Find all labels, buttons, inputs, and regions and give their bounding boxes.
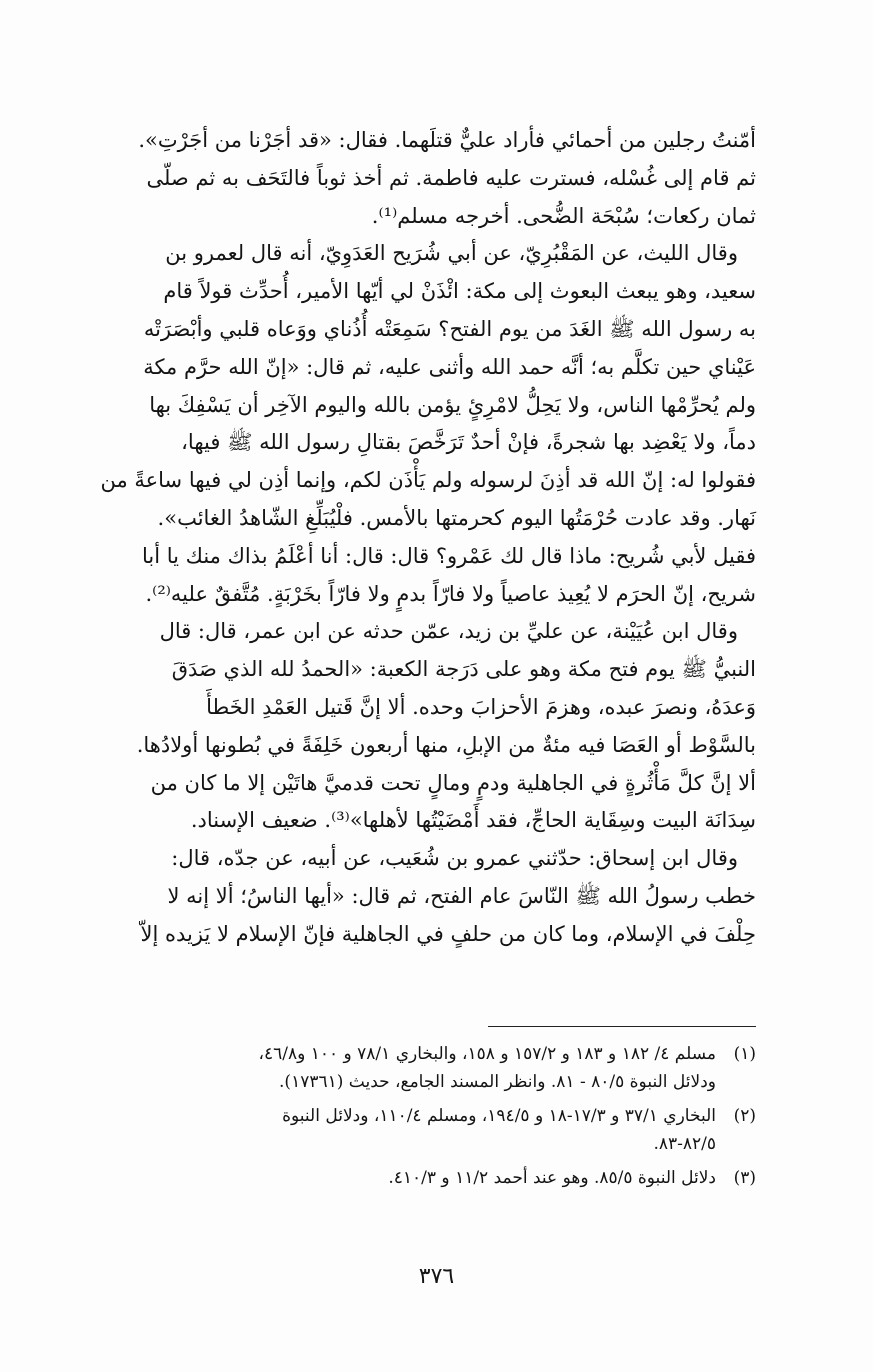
page-number: ٣٧٦: [418, 1264, 455, 1289]
footnote: [40, 1102, 756, 1158]
footnote-text: مسلم ٤/ ١٨٢ و ١٨٣ و ١٥٧/٢ و ١٥٨، والبخاري ٧٨/١ و ١٠٠ و٤٦/٨، ودلائل النبوة ٨٠/٥ - ٨١. وانظر المسند الجامع، حديث (١٧٣٦١).: [258, 1044, 716, 1092]
paragraph: أمّنتُ رجلين من أحمائي فأراد عليٌّ قتلَهما. فقال: «قد أجَرْنا من أجَرْتِ». ثم قام إلى غُسْله، فسترت عليه فاطمة. ثم أخذ ثوباً فالتَحَف به ثم صلّى ثمان ركعات؛ سُبْحَة الضُّحى. أخرجه مسلم⁽¹⁾.: [138, 128, 756, 228]
footnote-number: (٢): [733, 1106, 756, 1126]
footnote-number: (٣): [733, 1168, 756, 1188]
footnote-separator: [488, 1026, 756, 1027]
footnote-text: البخاري ٣٧/١ و ١٧/٣-١٨ و ١٩٤/٥، ومسلم ١١٠/٤، ودلائل النبوة ٨٢/٥-٨٣.: [282, 1106, 716, 1154]
main-text-block: [40, 122, 756, 954]
footnotes: [40, 1040, 756, 1198]
footnote: [40, 1164, 756, 1192]
footnote: [40, 1040, 756, 1096]
paragraph: وقال الليث، عن المَقْبُرِيّ، عن أبي شُرَيح العَدَوِيّ، أنه قال لعمرو بن سعيد، وهو يبعث البعوث إلى مكة: ائْذَنْ لي أيّها الأمير، أُحدِّث قولاً قام به رسول الله ﷺ الغَدَ من يوم الفتح؟ سَمِعَتْه أُذُناي ووَعاه قلبي وأبْصَرَتْه عَيْناي حين تكلَّم به؛ أنَّه حمد الله وأثنى عليه، ثم قال: «إنّ الله حرَّم مكة ولم يُحرِّمْها الناس، ولا يَحِلُّ لامْرِئٍ يؤمن بالله واليوم الآخِر أن يَسْفِكَ بها دماً، ولا يَعْضِد بها شجرةً، فإنْ أحدٌ تَرَخَّصَ بقتالِ رسول الله ﷺ فيها، فقولوا له: إنّ الله قد أذِنَ لرسوله ولم يَأْذَن لكم، وإنما أذِن لي فيها ساعةً من نَهار. وقد عادت حُرْمَتُها اليوم كحرمتها بالأمس. فلْيُبَلِّغِ الشّاهدُ الغائب». فقيل لأبي شُريح: ماذا قال لك عَمْرو؟ قال: قال: أنا أعْلَمُ بذاك منك يا أبا شريح، إنّ الحرَم لا يُعِيذ عاصياً ولا فارّاً بدمٍ ولا فارّاً بخَرْبَةٍ. مُتَّفقٌ عليه⁽²⁾.: [100, 241, 756, 606]
footnote-text: دلائل النبوة ٨٥/٥. وهو عند أحمد ١١/٢ و ٤١٠/٣.: [388, 1168, 716, 1188]
paragraph: وقال ابن عُيَيْنة، عن عليِّ بن زيد، عمّن حدثه عن ابن عمر، قال: قال النبيُّ ﷺ يوم فتح مكة وهو على دَرَجة الكعبة: «الحمدُ لله الذي صَدَقَ وَعدَهُ، ونصرَ عبده، وهزمَ الأحزابَ وحده. ألا إنَّ قَتيل العَمْدِ الخَطأَ بالسَّوْط أو العَصَا فيه مئةٌ من الإبلِ، منها أربعون خَلِفَةً في بُطونها أولادُها. ألا إنَّ كلَّ مَأْثُرةٍ في الجاهلية ودمٍ ومالٍ تحت قدميَّ هاتَيْن إلا ما كان من سِدَانَة البيت وسِقَاية الحاجِّ، فقد أَمْضَيْتُها لأهلها»⁽³⁾. ضعيف الإسناد.: [136, 619, 756, 833]
paragraph: وقال ابن إسحاق: حدّثني عمرو بن شُعَيب، عن أبيه، عن جدّه، قال: خطب رسولُ الله ﷺ النّاسَ عام الفتح، ثم قال: «أيها الناسُ؛ ألا إنه لا حِلْفَ في الإسلام، وما كان من حلفٍ في الجاهلية فإنّ الإسلام لا يَزيده إلاّ: [140, 846, 756, 946]
footnote-number: (١): [733, 1044, 756, 1064]
